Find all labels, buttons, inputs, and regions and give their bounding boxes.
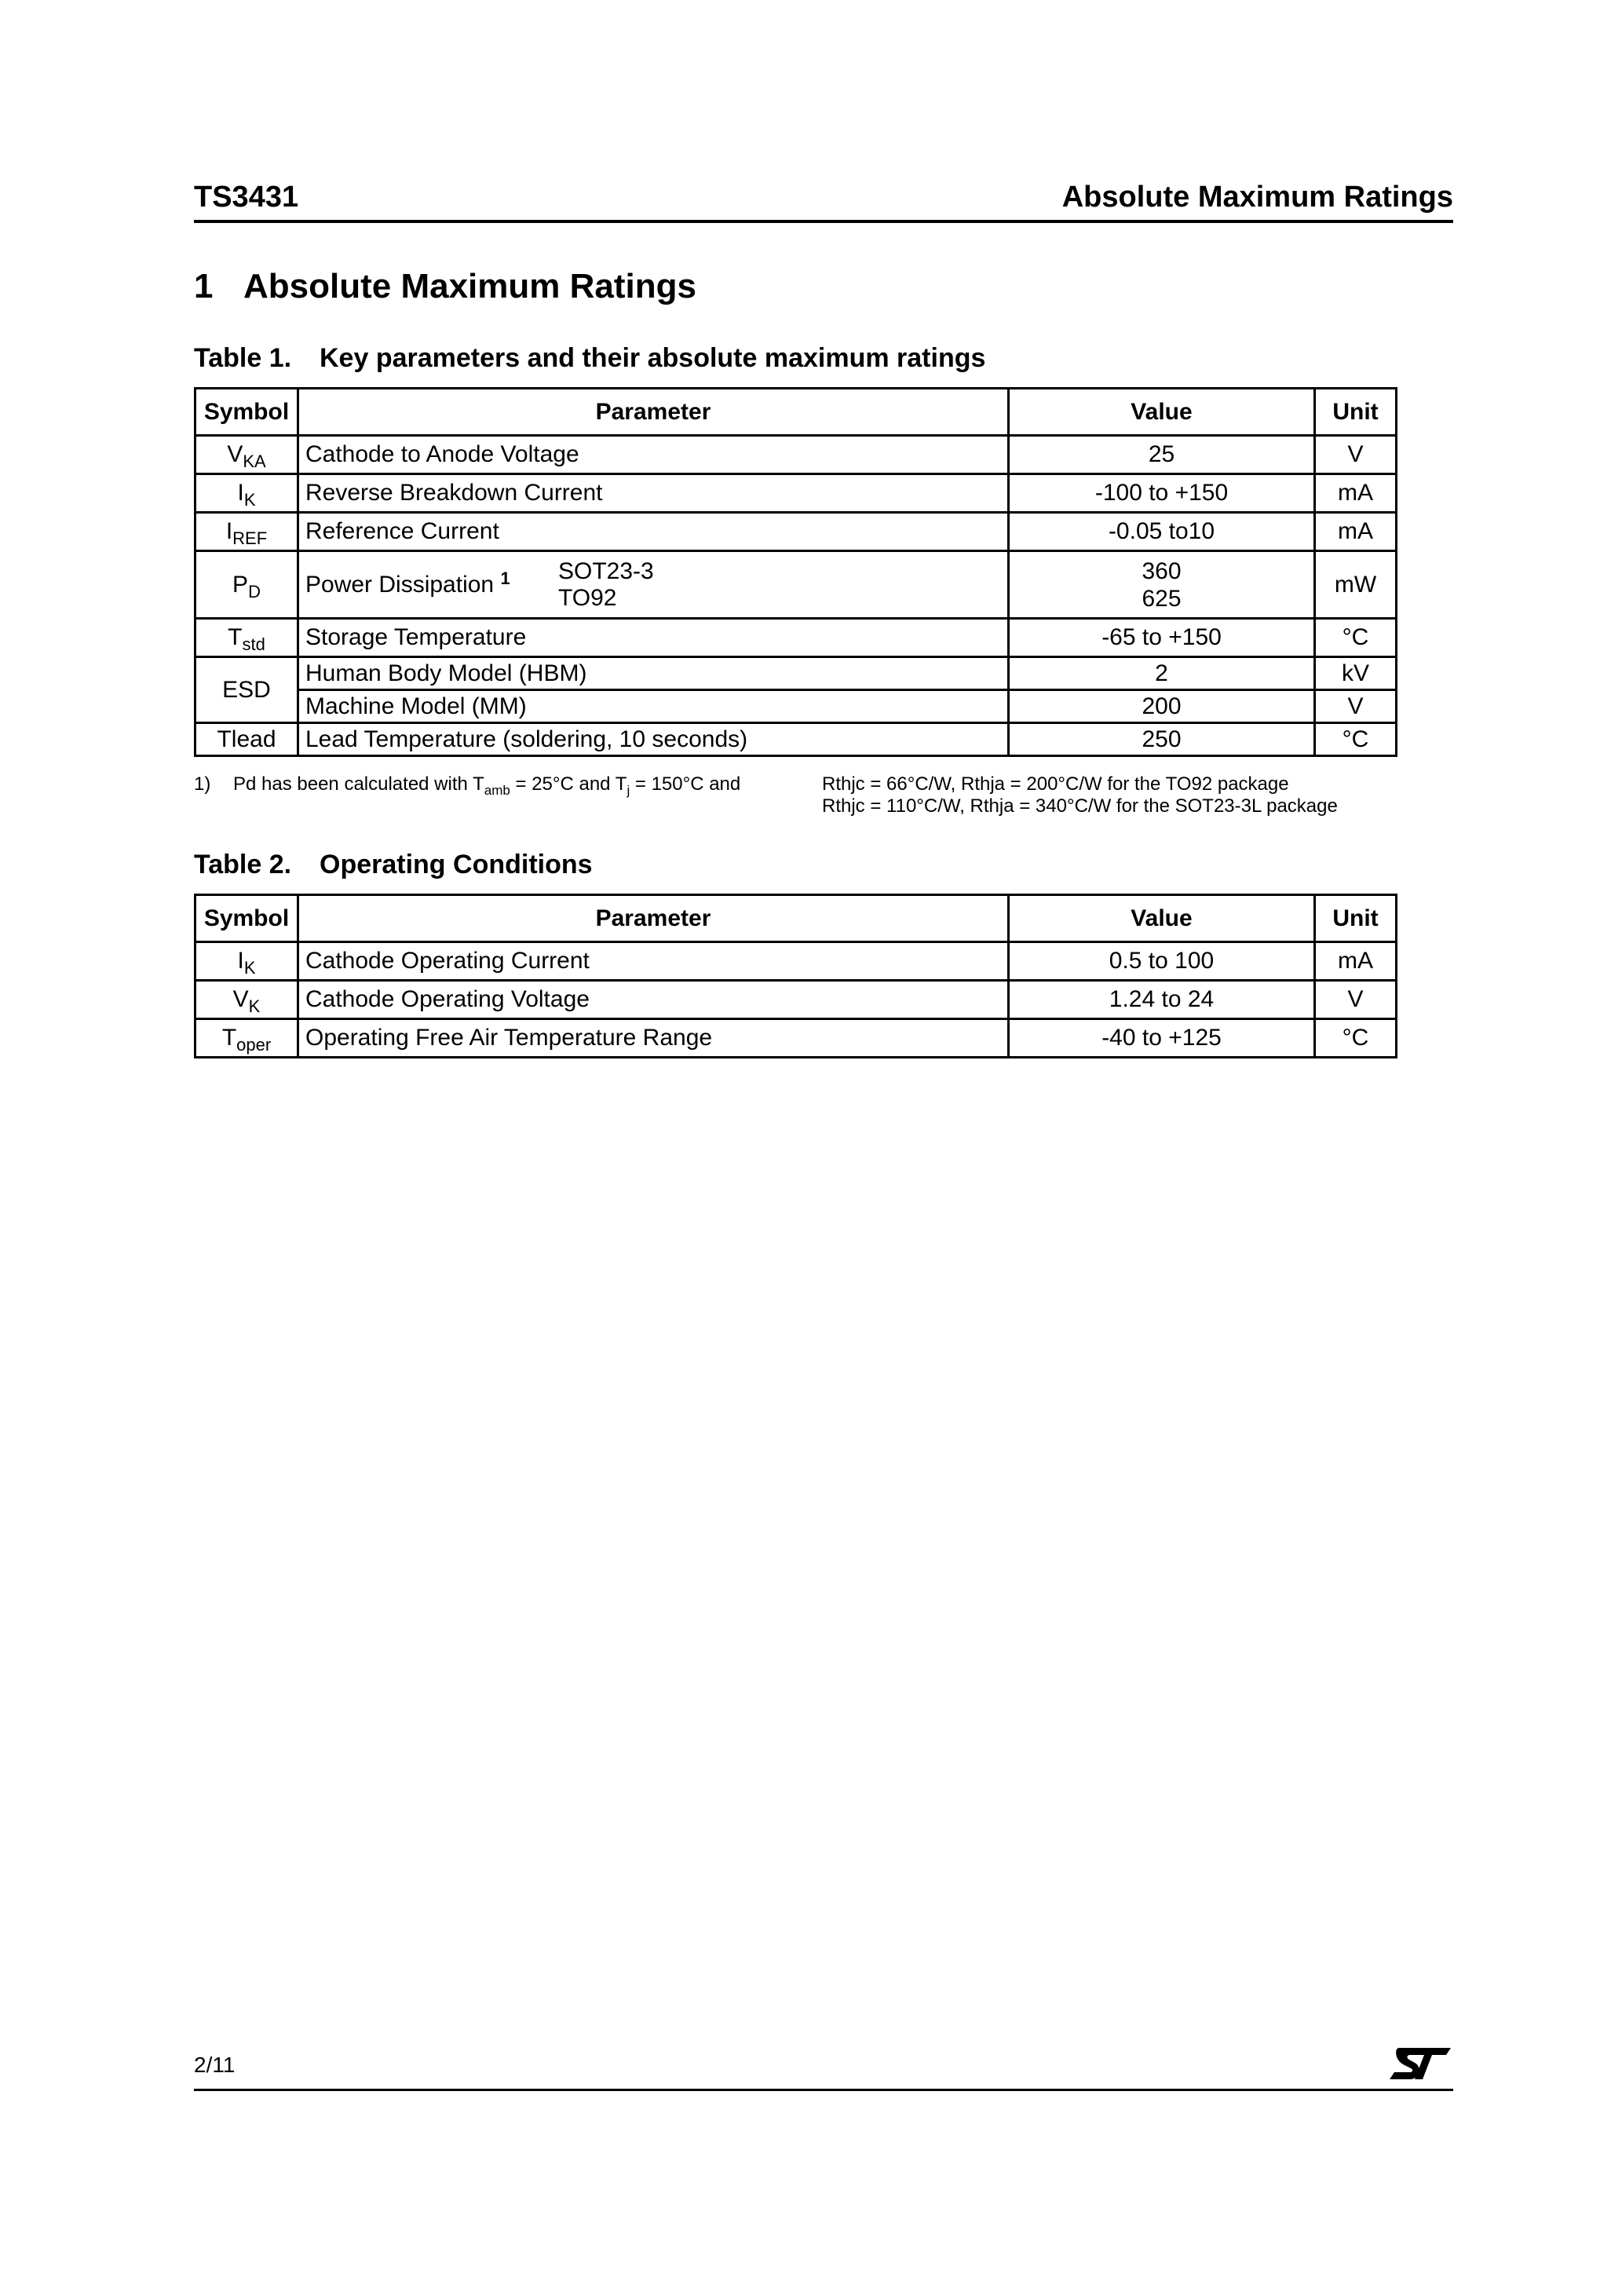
table2-caption-text: Operating Conditions bbox=[320, 850, 593, 879]
table-row bbox=[195, 474, 1397, 513]
footer-rule bbox=[194, 2089, 1453, 2091]
parameter-cell: Operating Free Air Temperature Range bbox=[298, 1019, 1009, 1058]
document-part-number: TS3431 bbox=[194, 181, 299, 214]
table-row bbox=[195, 690, 1397, 723]
value-cell: 250 bbox=[1009, 723, 1315, 756]
unit-cell: mA bbox=[1315, 513, 1397, 551]
unit-cell: °C bbox=[1315, 619, 1397, 657]
parameter-cell: Cathode Operating Current bbox=[298, 942, 1009, 981]
value-cell: 25 bbox=[1009, 436, 1315, 474]
table-row bbox=[195, 657, 1397, 690]
section-title-text: Absolute Maximum Ratings bbox=[243, 267, 696, 305]
footnote-thermal-to92: Rthjc = 66°C/W, Rthja = 200°C/W for the TO92 package bbox=[822, 773, 1289, 795]
table2-caption bbox=[194, 850, 593, 880]
table-row bbox=[195, 436, 1397, 474]
section-title bbox=[194, 267, 696, 306]
parameter-cell: Reverse Breakdown Current bbox=[298, 474, 1009, 513]
table1-header-symbol: Symbol bbox=[195, 389, 298, 436]
unit-cell: kV bbox=[1315, 657, 1397, 690]
table-row bbox=[195, 942, 1397, 981]
symbol-cell: $I_K$ bbox=[195, 474, 298, 513]
parameter-cell bbox=[298, 551, 1009, 619]
table-row bbox=[195, 723, 1397, 756]
footnote-left-text: Pd has been calculated with $T_{amb} = 25^\circ C$ and $T_j = 150^\circ C$ and bbox=[233, 773, 741, 798]
parameter-cell: Reference Current bbox=[298, 513, 1009, 551]
symbol-cell: Tlead bbox=[195, 723, 298, 756]
footnote-thermal-info bbox=[822, 773, 1338, 817]
unit-cell: V bbox=[1315, 436, 1397, 474]
symbol-cell: $T_{std}$ bbox=[195, 619, 298, 657]
table1-footnote bbox=[194, 773, 1466, 817]
symbol-cell: ESD bbox=[195, 657, 298, 723]
table-row bbox=[195, 1019, 1397, 1058]
parameter-cell: Human Body Model (HBM) bbox=[298, 657, 1009, 690]
table2-header-symbol: Symbol bbox=[195, 895, 298, 942]
table1-header-value: Value bbox=[1009, 389, 1315, 436]
unit-cell: mA bbox=[1315, 942, 1397, 981]
section-number: 1 bbox=[194, 267, 214, 305]
table2-header-value: Value bbox=[1009, 895, 1315, 942]
unit-cell: V bbox=[1315, 690, 1397, 723]
table2 bbox=[194, 894, 1397, 1058]
value-cell: 0.5 to 100 bbox=[1009, 942, 1315, 981]
symbol-cell: $I_{REF}$ bbox=[195, 513, 298, 551]
unit-cell: mA bbox=[1315, 474, 1397, 513]
st-logo-icon bbox=[1388, 2045, 1452, 2082]
table1-caption bbox=[194, 343, 985, 374]
package-to92: TO92 bbox=[558, 585, 617, 611]
table-row bbox=[195, 619, 1397, 657]
table1-caption-text: Key parameters and their absolute maximum ratings bbox=[320, 343, 986, 373]
header-rule bbox=[194, 220, 1453, 223]
table2-header-parameter: Parameter bbox=[298, 895, 1009, 942]
value-cell: 1.24 to 24 bbox=[1009, 981, 1315, 1019]
symbol-cell: $V_{KA}$ bbox=[195, 436, 298, 474]
table1-header-unit: Unit bbox=[1315, 389, 1397, 436]
value-cell: -0.05 to10 bbox=[1009, 513, 1315, 551]
unit-cell: mW bbox=[1315, 551, 1397, 619]
table1-header-row bbox=[195, 389, 1397, 436]
table2-header-row bbox=[195, 895, 1397, 942]
page-number: 2/11 bbox=[194, 2053, 236, 2077]
value-cell: -40 to +125 bbox=[1009, 1019, 1315, 1058]
symbol-cell: $T_{oper}$ bbox=[195, 1019, 298, 1058]
power-dissipation-label: Power Dissipation $^1$ bbox=[305, 568, 510, 598]
parameter-cell: Machine Model (MM) bbox=[298, 690, 1009, 723]
table-row bbox=[195, 513, 1397, 551]
symbol-cell: $V_K$ bbox=[195, 981, 298, 1019]
table1 bbox=[194, 387, 1397, 757]
table2-caption-number: Table 2. bbox=[194, 850, 292, 879]
table-row bbox=[195, 551, 1397, 619]
table1-caption-number: Table 1. bbox=[194, 343, 292, 373]
value-cell: -100 to +150 bbox=[1009, 474, 1315, 513]
footnote-number: 1) bbox=[194, 773, 211, 795]
table1-header-parameter: Parameter bbox=[298, 389, 1009, 436]
parameter-cell: Storage Temperature bbox=[298, 619, 1009, 657]
symbol-cell: $P_D$ bbox=[195, 551, 298, 619]
table2-header-unit: Unit bbox=[1315, 895, 1397, 942]
value-cell: 360 625 bbox=[1009, 551, 1315, 619]
unit-cell: °C bbox=[1315, 723, 1397, 756]
value-cell: 200 bbox=[1009, 690, 1315, 723]
parameter-cell: Cathode Operating Voltage bbox=[298, 981, 1009, 1019]
footnote-thermal-sot23: Rthjc = 110°C/W, Rthja = 340°C/W for the SOT23-3L package bbox=[822, 795, 1338, 817]
parameter-cell: Cathode to Anode Voltage bbox=[298, 436, 1009, 474]
symbol-cell: $I_K$ bbox=[195, 942, 298, 981]
running-header-title: Absolute Maximum Ratings bbox=[1061, 181, 1453, 214]
table-row bbox=[195, 981, 1397, 1019]
parameter-cell: Lead Temperature (soldering, 10 seconds) bbox=[298, 723, 1009, 756]
value-cell: 2 bbox=[1009, 657, 1315, 690]
value-cell: -65 to +150 bbox=[1009, 619, 1315, 657]
unit-cell: V bbox=[1315, 981, 1397, 1019]
unit-cell: °C bbox=[1315, 1019, 1397, 1058]
package-sot23: SOT23-3 bbox=[558, 558, 654, 584]
